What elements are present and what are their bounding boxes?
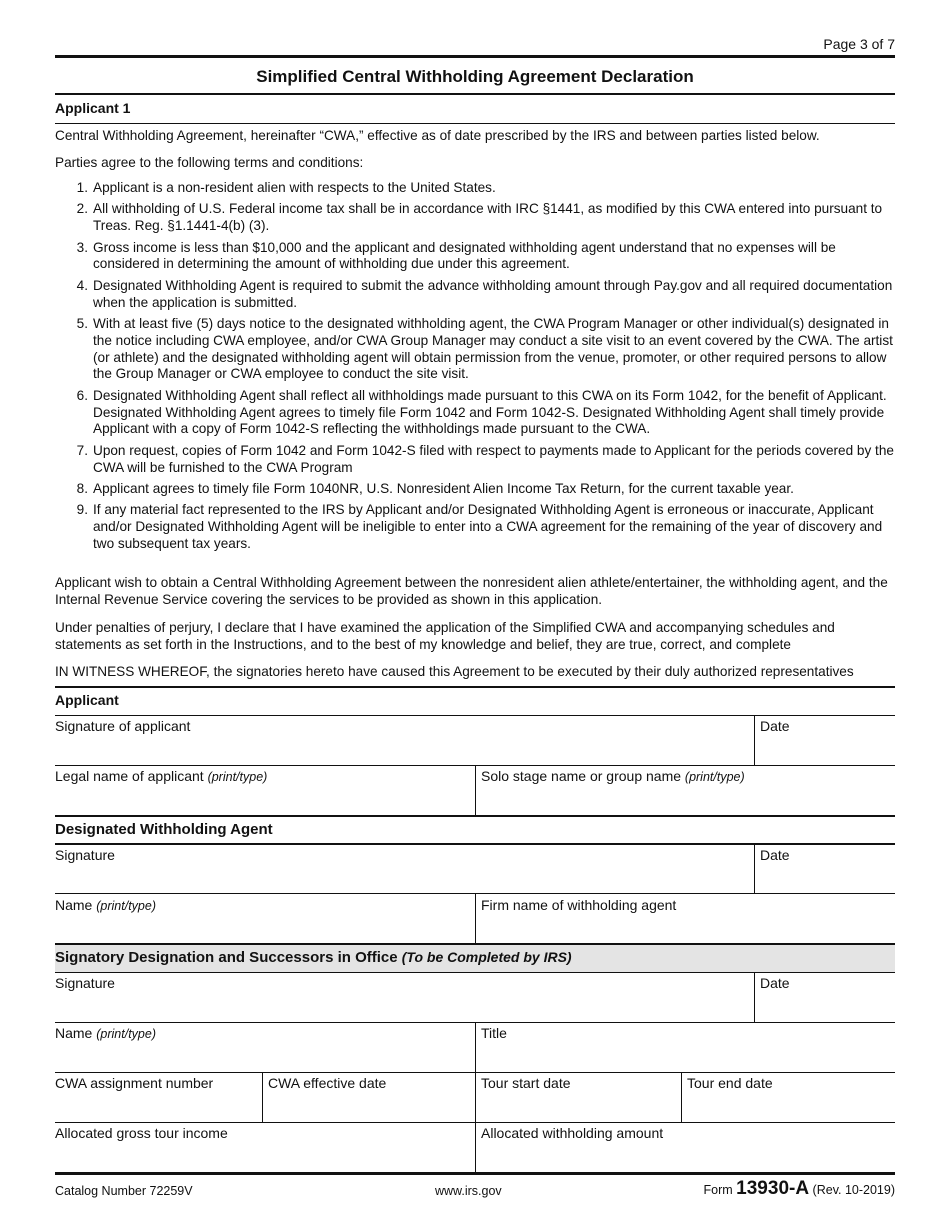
irs-title-label: Title bbox=[481, 1025, 507, 1041]
term-text: Upon request, copies of Form 1042 and Form 1042-S filed with respect to payments made to Applicant for the periods covered by the CWA will be furnished to the CWA Program bbox=[93, 442, 894, 475]
terms-list bbox=[55, 180, 895, 557]
term-item bbox=[55, 201, 895, 235]
witness-statement: IN WITNESS WHEREOF, the signatories hereto have caused this Agreement to be executed by their duly authorized representatives bbox=[55, 664, 854, 679]
term-text: Gross income is less than $10,000 and the applicant and designated withholding agent understand that no expenses will be considered in determining the amount of withholding due under this agreement. bbox=[93, 239, 836, 272]
term-number: 4 . bbox=[55, 278, 88, 312]
term-number: 7 . bbox=[55, 443, 88, 477]
legal-name-label: Legal name of applicant bbox=[55, 768, 204, 784]
applicant-heading: Applicant bbox=[55, 692, 119, 708]
withholding-amount-field[interactable] bbox=[475, 1122, 895, 1172]
page-number: Page 3 of 7 bbox=[823, 36, 895, 52]
stage-name-field[interactable] bbox=[475, 765, 895, 815]
legal-name-field[interactable] bbox=[55, 765, 475, 815]
irs-name-label: Name bbox=[55, 1025, 93, 1041]
cwa-date-field[interactable] bbox=[262, 1072, 475, 1122]
applicant-signature-field[interactable] bbox=[55, 715, 754, 765]
perjury-statement: Under penalties of perjury, I declare that I have examined the application of the Simplified CWA and accompanying schedules and statements as set forth in the Instructions, and to the best of my knowledge and belief, they are true, correct, and complete bbox=[55, 620, 835, 652]
agent-name-note: (print/type) bbox=[96, 899, 156, 913]
applicant-date-label: Date bbox=[760, 718, 790, 734]
irs-date-field[interactable] bbox=[754, 972, 895, 1022]
irs-name-note: (print/type) bbox=[96, 1027, 156, 1041]
term-item bbox=[55, 443, 895, 477]
term-number: 2 . bbox=[55, 201, 88, 235]
term-text: Designated Withholding Agent is required to submit the advance withholding amount through Pay.gov and all required documentation when the application is submitted. bbox=[93, 277, 893, 310]
term-item bbox=[55, 180, 895, 197]
page-title: Simplified Central Withholding Agreement Declaration bbox=[55, 55, 895, 95]
cwa-number-field[interactable] bbox=[55, 1072, 262, 1122]
agent-heading: Designated Withholding Agent bbox=[55, 821, 273, 838]
term-text: Applicant is a non-resident alien with respects to the United States. bbox=[93, 180, 496, 195]
gross-income-label: Allocated gross tour income bbox=[55, 1125, 228, 1141]
agent-signature-label: Signature bbox=[55, 847, 115, 863]
tour-start-label: Tour start date bbox=[481, 1075, 571, 1091]
agent-date-label: Date bbox=[760, 847, 790, 863]
term-number: 8 . bbox=[55, 481, 88, 498]
form-id: 13930-A bbox=[736, 1178, 810, 1199]
website-link[interactable]: www.irs.gov bbox=[435, 1184, 502, 1198]
irs-heading-note: (To be Completed by IRS) bbox=[401, 949, 572, 965]
term-number: 1 . bbox=[55, 180, 88, 197]
agent-date-field[interactable] bbox=[754, 844, 895, 893]
term-text: Applicant agrees to timely file Form 1040NR, U.S. Nonresident Alien Income Tax Return, for the current taxable year. bbox=[93, 480, 794, 496]
withholding-amount-label: Allocated withholding amount bbox=[481, 1125, 664, 1141]
irs-signature-label: Signature bbox=[55, 975, 115, 991]
term-item bbox=[55, 240, 895, 274]
irs-name-field[interactable] bbox=[55, 1022, 475, 1072]
term-text: Designated Withholding Agent shall reflect all withholdings made pursuant to this CWA on its Form 1042, for the benefit of Applicant. Designated Withholding Agent agrees to timely file Form 1042 and Form 1042-S. Designated Withholding Agent shall timely provide Applicant with a copy of Form 1042-S reflecting the withholdings made pursuant to the CWA. bbox=[93, 387, 887, 437]
term-text: If any material fact represented to the IRS by Applicant and/or Designated Withholding Agent is erroneous or inaccurate, Applicant and/or Designated Withholding Agent will be ineligible to enter into a CWA agreement for the remaining of the year of discovery and two subsequent tax years. bbox=[93, 502, 883, 551]
term-text: All withholding of U.S. Federal income tax shall be in accordance with IRC §1441, as modified by this CWA entered into pursuant to Treas. Reg. §1.1441-4(b) (3). bbox=[93, 201, 883, 234]
tour-end-label: Tour end date bbox=[687, 1075, 773, 1091]
cwa-number-label: CWA assignment number bbox=[55, 1075, 214, 1091]
tour-start-field[interactable] bbox=[475, 1072, 681, 1122]
irs-title-field[interactable] bbox=[475, 1022, 895, 1072]
agent-name-label: Name bbox=[55, 897, 93, 913]
irs-heading: Signatory Designation and Successors in Office (To be Completed by IRS) bbox=[55, 945, 895, 972]
terms-intro: Parties agree to the following terms and conditions: bbox=[55, 155, 364, 170]
stage-name-label: Solo stage name or group name bbox=[481, 768, 682, 784]
closing-paragraph-1: Applicant wish to obtain a Central Withholding Agreement between the nonresident alien athlete/entertainer, the withholding agent, and the Internal Revenue Service covering the services to be provided as shown in this application. bbox=[55, 575, 888, 607]
page-footer bbox=[55, 1172, 895, 1199]
gross-income-field[interactable] bbox=[55, 1122, 475, 1172]
irs-date-label: Date bbox=[760, 975, 790, 991]
term-item bbox=[55, 278, 895, 312]
intro-paragraph: Central Withholding Agreement, hereinafter “CWA,” effective as of date prescribed by the IRS and between parties listed below. bbox=[55, 128, 820, 143]
tour-end-field[interactable] bbox=[681, 1072, 895, 1122]
legal-name-note: (print/type) bbox=[207, 770, 268, 784]
form-revision: (Rev. 10-2019) bbox=[812, 1183, 895, 1197]
term-item bbox=[55, 502, 895, 552]
term-item bbox=[55, 316, 895, 383]
term-item bbox=[55, 388, 895, 438]
term-number: 3 . bbox=[55, 240, 88, 274]
cwa-date-label: CWA effective date bbox=[268, 1075, 387, 1091]
form-number: Form 13930-A (Rev. 10-2019) bbox=[703, 1178, 895, 1199]
agent-name-field[interactable] bbox=[55, 894, 475, 943]
irs-signature-field[interactable] bbox=[55, 972, 754, 1022]
stage-name-note: (print/type) bbox=[684, 770, 745, 784]
term-number: 6 . bbox=[55, 388, 88, 438]
applicant-date-field[interactable] bbox=[754, 715, 895, 765]
applicant-signature-label: Signature of applicant bbox=[55, 718, 191, 734]
firm-name-field[interactable] bbox=[475, 894, 895, 943]
catalog-number: Catalog Number 72259V bbox=[55, 1184, 193, 1198]
agent-signature-field[interactable] bbox=[55, 844, 754, 893]
term-number: 9 . bbox=[55, 502, 88, 552]
applicant-1-label: Applicant 1 bbox=[55, 99, 895, 124]
firm-name-label: Firm name of withholding agent bbox=[481, 897, 677, 913]
term-item bbox=[55, 481, 895, 498]
term-text: With at least five (5) days notice to the designated withholding agent, the CWA Program Manager or other individual(s) designated in the notice including CWA employee, and/or CWA Group Manager may conduct a site visit to an event covered by the CWA. The artist (or athlete) and the designated withholding agent will obtain permission from the venue, promoter, or other required persons to allow the Group Manager or CWA employee to conduct the site visit. bbox=[93, 315, 893, 382]
term-number: 5 . bbox=[55, 316, 88, 383]
